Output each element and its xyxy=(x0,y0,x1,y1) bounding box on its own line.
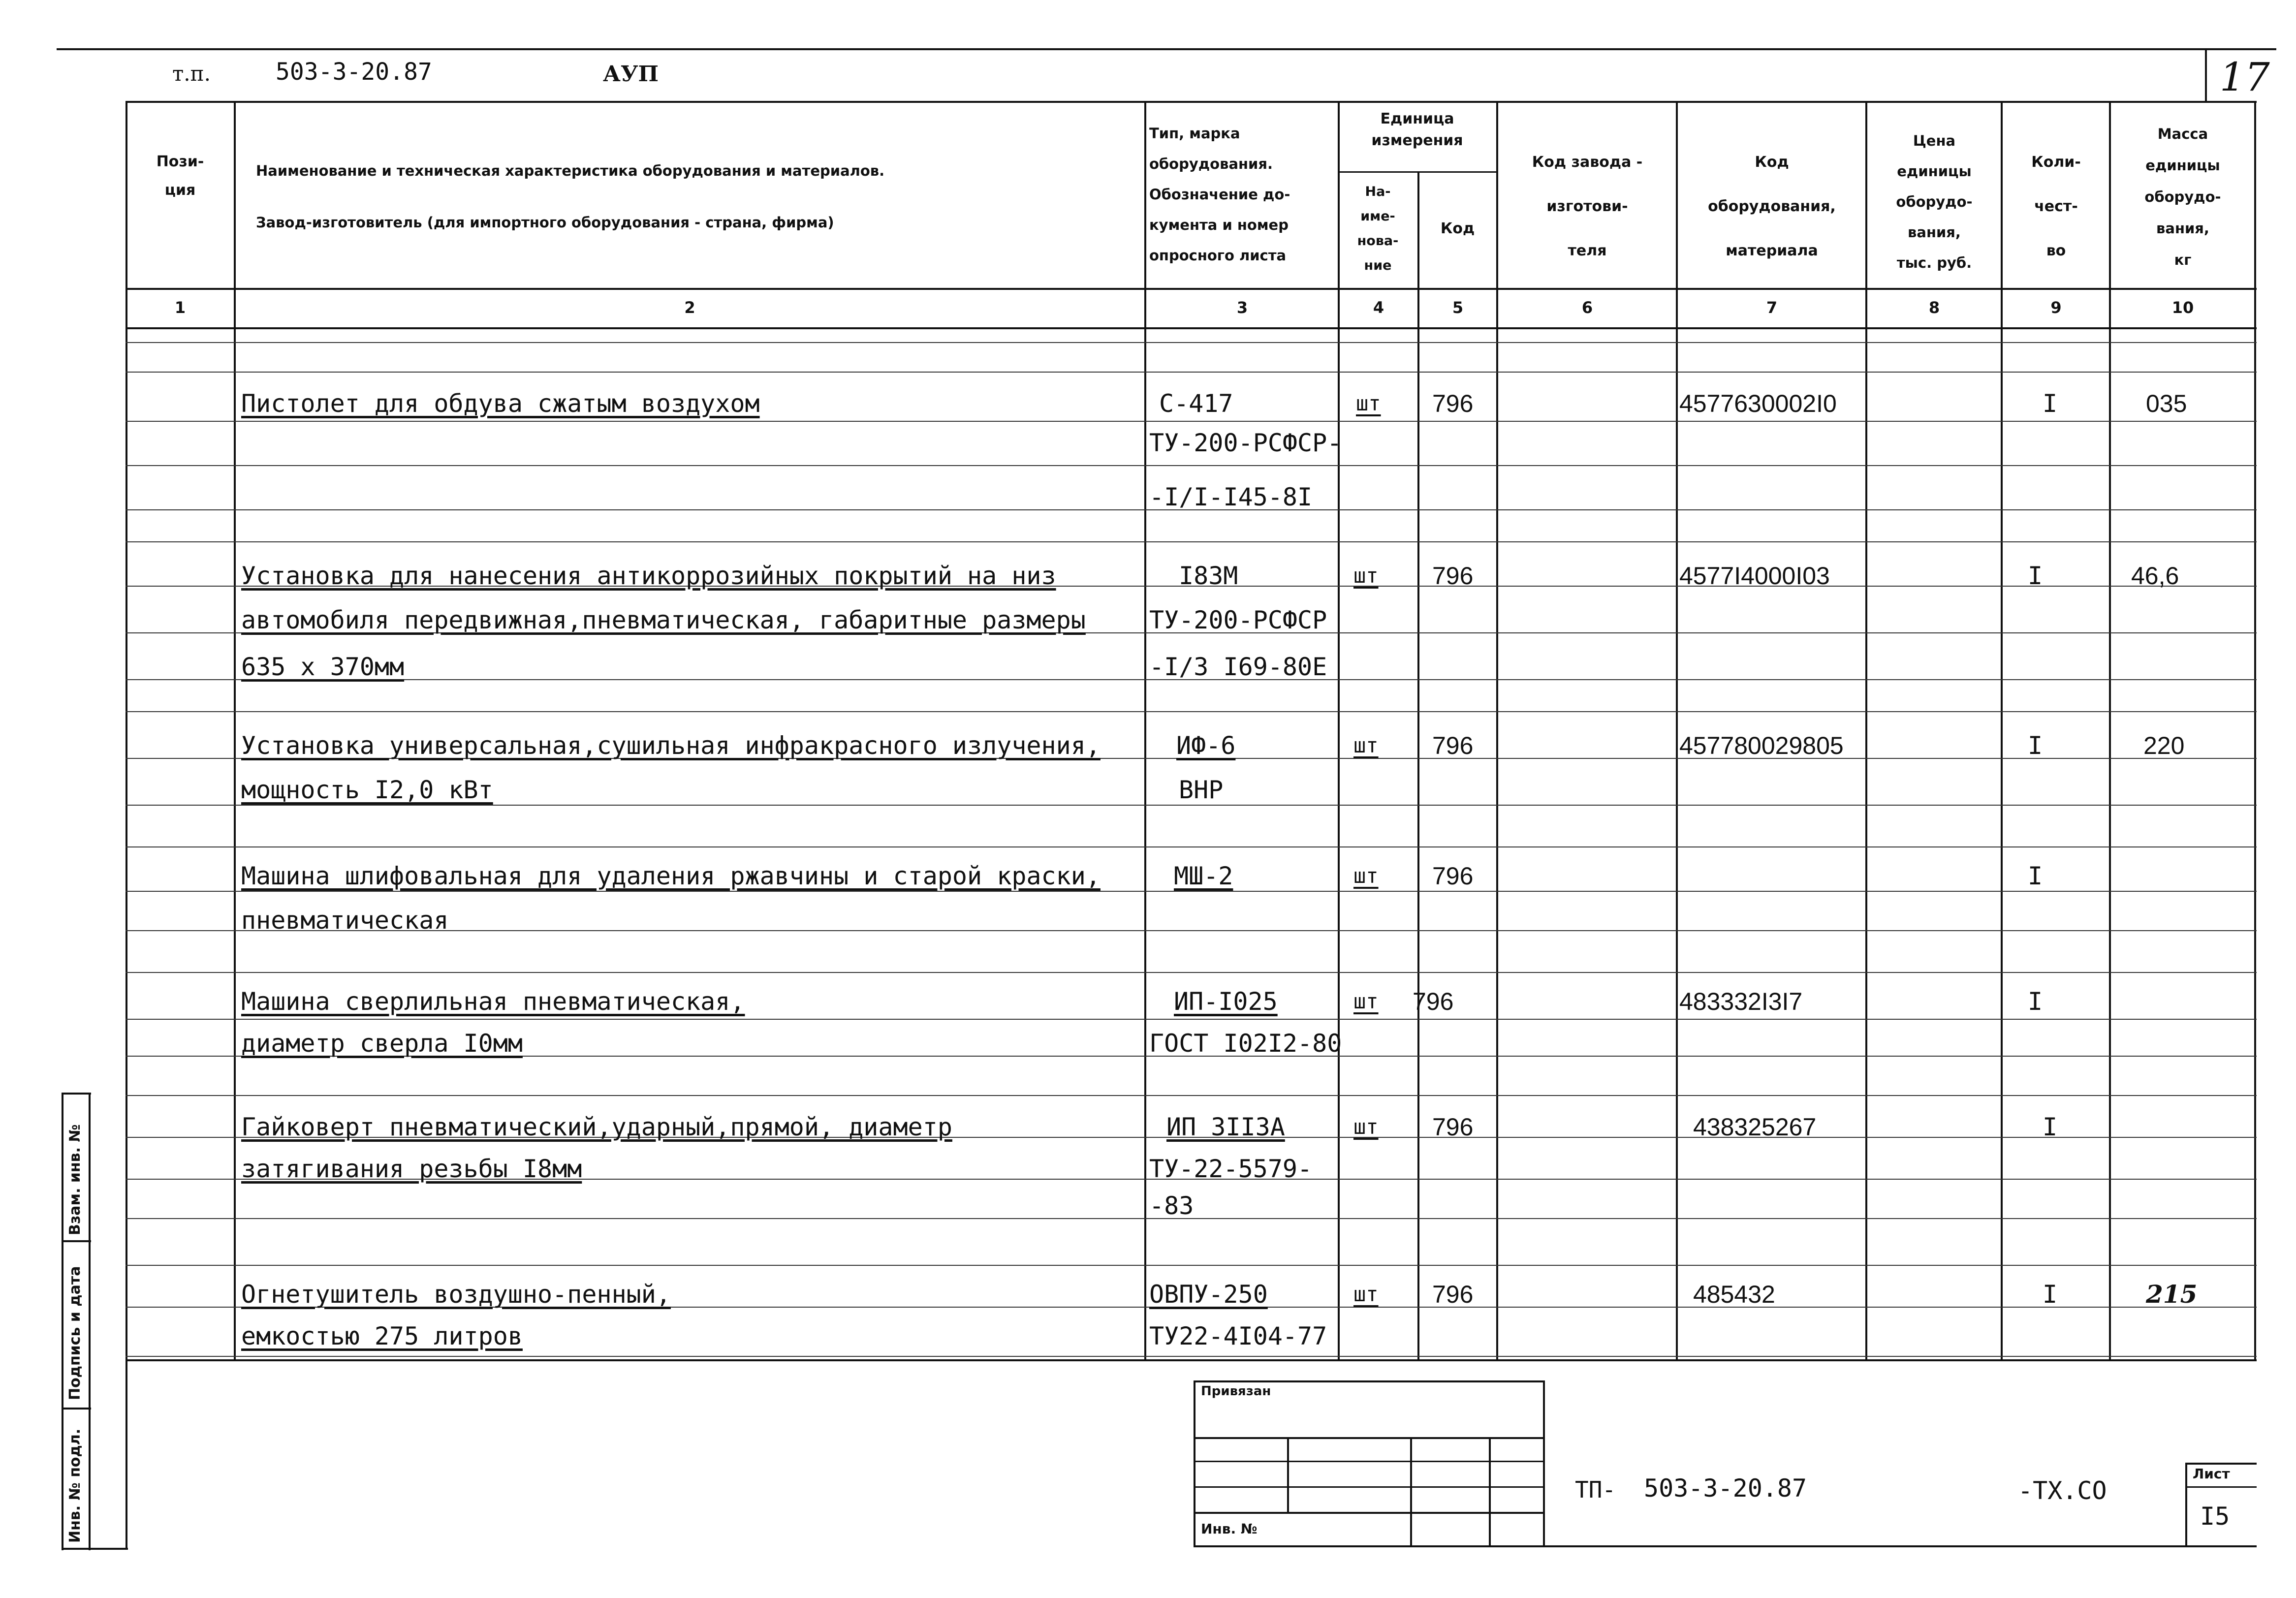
doc-suffix: -ТХ.СО xyxy=(2018,1476,2107,1505)
row-type: ИП-I025 xyxy=(1174,987,1278,1016)
col-num-4: 4 xyxy=(1373,298,1384,317)
row-unit-code: 796 xyxy=(1413,988,1454,1015)
doc-code: 503-3-20.87 xyxy=(1644,1474,1807,1503)
row-unit: шт xyxy=(1353,989,1379,1013)
row-type: МШ-2 xyxy=(1174,862,1233,890)
row-unit-code: 796 xyxy=(1432,1281,1474,1308)
col-num-7: 7 xyxy=(1766,298,1778,317)
top-rule xyxy=(57,48,2276,50)
row-name: 635 х 370мм xyxy=(241,653,405,681)
row-separator xyxy=(126,342,2257,343)
row-mass: 46,6 xyxy=(2131,562,2179,590)
row-type: I83М xyxy=(1179,562,1238,590)
row-unit-code: 796 xyxy=(1432,732,1474,759)
col-header-position: Пози- ция xyxy=(156,153,204,199)
row-type: ТУ22-4I04-77 xyxy=(1149,1322,1327,1350)
side-label-signature: Подпись и дата xyxy=(66,1266,84,1400)
col-num-1: 1 xyxy=(174,298,186,317)
row-equip-code: 4577630002I0 xyxy=(1679,390,1837,417)
col-header-unit-group: Единица измерения xyxy=(1371,110,1463,149)
row-type: ТУ-22-5579- xyxy=(1149,1155,1313,1183)
row-name: Установка для нанесения антикоррозийных покрытий на низ xyxy=(241,562,1056,590)
col-num-3: 3 xyxy=(1236,298,1248,317)
row-type: ИП 3II3А xyxy=(1166,1113,1285,1141)
row-separator xyxy=(126,1095,2257,1096)
row-qty: I xyxy=(2043,1113,2058,1141)
row-type: ТУ-200-РСФСР xyxy=(1149,606,1327,634)
row-separator xyxy=(126,1356,2257,1357)
row-qty: I xyxy=(2028,862,2043,890)
doc-prefix: ТП- xyxy=(1575,1476,1616,1503)
row-unit-code: 796 xyxy=(1432,862,1474,890)
col-num-2: 2 xyxy=(684,298,695,317)
row-name: Огнетушитель воздушно-пенный, xyxy=(241,1280,671,1309)
row-unit: шт xyxy=(1353,564,1379,588)
row-unit-code: 796 xyxy=(1432,562,1474,590)
row-type: ТУ-200-РСФСР- xyxy=(1149,429,1342,457)
row-name: диаметр сверла I0мм xyxy=(241,1029,523,1058)
row-separator xyxy=(126,541,2257,542)
row-qty: I xyxy=(2043,1280,2058,1309)
tp-label: т.п. xyxy=(172,62,211,86)
row-type: -I/3 I69-80Е xyxy=(1149,653,1327,681)
corner-box-line xyxy=(2205,48,2207,102)
row-qty: I xyxy=(2043,389,2058,418)
row-type: ГОСТ I02I2-80 xyxy=(1149,1029,1342,1058)
row-mass: 220 xyxy=(2143,732,2185,759)
row-equip-code: 4577I4000I03 xyxy=(1679,562,1830,590)
col-header-factory-code: Код завода - изготови- теля xyxy=(1532,154,1643,259)
row-equip-code: 457780029805 xyxy=(1679,732,1844,759)
sheet-corner-number: 17 xyxy=(2220,54,2270,100)
col-header-type: Тип, марка оборудования. Обозначение до- кумента и номер опросного листа xyxy=(1149,125,1290,264)
row-qty: I xyxy=(2028,731,2043,760)
row-name: автомобиля передвижная,пневматическая, габаритные размеры xyxy=(241,606,1086,634)
row-separator xyxy=(126,846,2257,847)
col-header-price: Цена единицы оборудо- вания, тыс. руб. xyxy=(1896,132,1973,271)
row-type: С-417 xyxy=(1159,389,1233,418)
col-header-name: Наименование и техническая характеристика оборудования и материалов. Завод-изготовитель (для импортного оборудования - страна, фирма) xyxy=(256,162,885,231)
row-type: ОВПУ-250 xyxy=(1149,1280,1268,1309)
row-equip-code: 485432 xyxy=(1693,1281,1775,1308)
row-name: Установка универсальная,сушильная инфракрасного излучения, xyxy=(241,731,1101,760)
col-num-8: 8 xyxy=(1928,298,1940,317)
side-label-replacement: Взам. инв. № xyxy=(66,1124,84,1235)
row-separator xyxy=(126,421,2257,422)
row-name: емкостью 275 литров xyxy=(241,1322,523,1350)
list-number: I5 xyxy=(2200,1502,2230,1531)
row-separator xyxy=(126,465,2257,466)
row-separator xyxy=(126,372,2257,373)
col-header-quantity: Коли- чест- во xyxy=(2031,154,2081,259)
col-num-10: 10 xyxy=(2171,298,2194,317)
col-header-equipment-code: Код оборудования, материала xyxy=(1708,154,1836,259)
row-unit: шт xyxy=(1353,864,1379,888)
privyazan-label: Привязан xyxy=(1201,1384,1271,1399)
inventory-number-label: Инв. № xyxy=(1201,1521,1258,1537)
side-label-original-inventory: Инв. № подл. xyxy=(66,1428,84,1543)
col-num-5: 5 xyxy=(1452,298,1464,317)
row-type: ВНР xyxy=(1179,776,1224,804)
row-qty: I xyxy=(2028,562,2043,590)
row-type: ИФ-6 xyxy=(1176,731,1236,760)
col-num-9: 9 xyxy=(2050,298,2062,317)
list-label: Лист xyxy=(2193,1466,2230,1482)
row-name: Гайковерт пневматический,ударный,прямой, диаметр xyxy=(241,1113,952,1141)
row-qty: I xyxy=(2028,987,2043,1016)
row-unit: шт xyxy=(1356,391,1381,415)
row-unit: шт xyxy=(1353,1282,1379,1306)
row-equip-code: 438325267 xyxy=(1693,1113,1817,1141)
row-type: -83 xyxy=(1149,1191,1194,1220)
row-separator xyxy=(126,972,2257,973)
row-name: мощность I2,0 кВт xyxy=(241,776,493,804)
row-name: Машина сверлильная пневматическая, xyxy=(241,987,745,1016)
col-header-mass: Масса единицы оборудо- вания, кг xyxy=(2144,125,2221,268)
row-mass: 035 xyxy=(2146,390,2187,417)
row-name: Пистолет для обдува сжатым воздухом xyxy=(241,389,760,418)
row-type: -I/I-I45-8I xyxy=(1149,483,1313,511)
section-label: АУП xyxy=(603,62,659,87)
col-header-unit-code: Код xyxy=(1440,220,1475,237)
row-separator xyxy=(126,1265,2257,1266)
row-name: затягивания резьбы I8мм xyxy=(241,1155,582,1183)
row-equip-code: 483332I3I7 xyxy=(1679,988,1803,1015)
row-unit: шт xyxy=(1353,1115,1379,1139)
row-separator xyxy=(126,711,2257,712)
row-separator xyxy=(126,1019,2257,1020)
row-mass: 215 xyxy=(2146,1280,2198,1309)
row-name: пневматическая xyxy=(241,906,449,935)
project-code: 503-3-20.87 xyxy=(276,58,432,86)
col-num-6: 6 xyxy=(1581,298,1593,317)
row-name: Машина шлифовальная для удаления ржавчины и старой краски, xyxy=(241,862,1101,890)
row-unit: шт xyxy=(1353,733,1379,757)
row-unit-code: 796 xyxy=(1432,1113,1474,1141)
row-unit-code: 796 xyxy=(1432,390,1474,417)
col-header-unit-name: На- име- нова- ние xyxy=(1357,184,1399,273)
